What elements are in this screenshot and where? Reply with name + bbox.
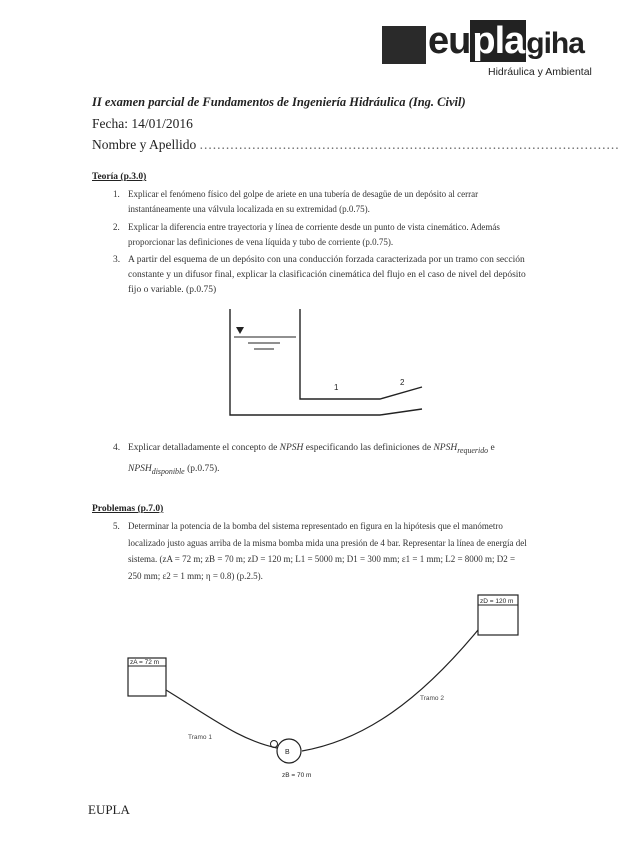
exam-title: II examen parcial de Fundamentos de Ingeniería Hidráulica (Ing. Civil) bbox=[92, 95, 466, 109]
pipe-tramo-2 bbox=[302, 630, 478, 751]
question-2: 2. Explicar la diferencia entre trayectoria y línea de corriente desde un punto de vista cinemático. Además proporcionar las definiciones de vena líquida y tubo de corriente (p.0.75). bbox=[113, 222, 500, 247]
pump-label: B bbox=[285, 749, 290, 756]
footer-eupla: EUPLA bbox=[88, 802, 130, 817]
pump-system-diagram bbox=[0, 590, 600, 790]
question-5: 5. Determinar la potencia de la bomba del sistema representado en figura en la hipótesis que el manómetro localizado justo aguas arriba de la misma bomba mida una presión de 4 bar. Representar la línea de energía del sistema. (zA = 72 m; zB = 70 m; zD = 120 m; L1 = 5000 m; D1 = 300 mm; ε1 = 1 mm; L2 = 8000 m; D2 = 250 mm; ε2 = 1 mm; η = 0.8) (p.2.5). bbox=[113, 521, 527, 581]
problemas-heading: Problemas (p.7.0) bbox=[92, 504, 164, 514]
pump-elevation: zB = 70 m bbox=[282, 772, 312, 779]
logo-wordmark: euplagiha bbox=[428, 20, 584, 62]
question-1: 1. Explicar el fenómeno físico del golpe de ariete en una tubería de desagüe de un depósito al cerrar instantáneamente una válvula localizada en su extremidad (p.0.75). bbox=[113, 189, 479, 214]
question-3: 3. A partir del esquema de un depósito con una conducción forzada caracterizada por un tramo con sección constante y un difusor final, explicar la clasificación cinemática del flujo en el caso de nivel del depósito fijo o variable. (p.0.75) bbox=[113, 255, 526, 295]
eupla-logo bbox=[382, 20, 592, 80]
tank-a-elevation: zA = 72 m bbox=[130, 659, 160, 666]
pipe-tramo-1 bbox=[166, 690, 277, 748]
tank-diffuser-diagram bbox=[222, 305, 432, 423]
question-4: 4. Explicar detalladamente el concepto de NPSH especificando las definiciones de $NPSH_{requerido}$ e $NPSH_{disponible}$ (p.0.75). bbox=[113, 443, 495, 476]
water-level-icon bbox=[236, 327, 244, 334]
university-seal-icon bbox=[382, 26, 426, 64]
teoria-heading: Teoría (p.3.0) bbox=[92, 172, 147, 182]
name-blank: ................................................................................................ bbox=[199, 137, 620, 152]
tramo-2-label: Tramo 2 bbox=[420, 695, 444, 702]
name-label: Nombre y Apellido bbox=[92, 137, 197, 152]
manometer-icon bbox=[271, 741, 278, 748]
tank-d-elevation: zD = 120 m bbox=[480, 598, 514, 605]
section-label-2: 2 bbox=[400, 378, 405, 387]
logo-tagline: Hidráulica y Ambiental bbox=[488, 66, 592, 78]
exam-date: Fecha: 14/01/2016 bbox=[92, 116, 193, 131]
student-name-field[interactable] bbox=[92, 137, 620, 153]
section-label-1: 1 bbox=[334, 383, 339, 392]
tramo-1-label: Tramo 1 bbox=[188, 734, 212, 741]
